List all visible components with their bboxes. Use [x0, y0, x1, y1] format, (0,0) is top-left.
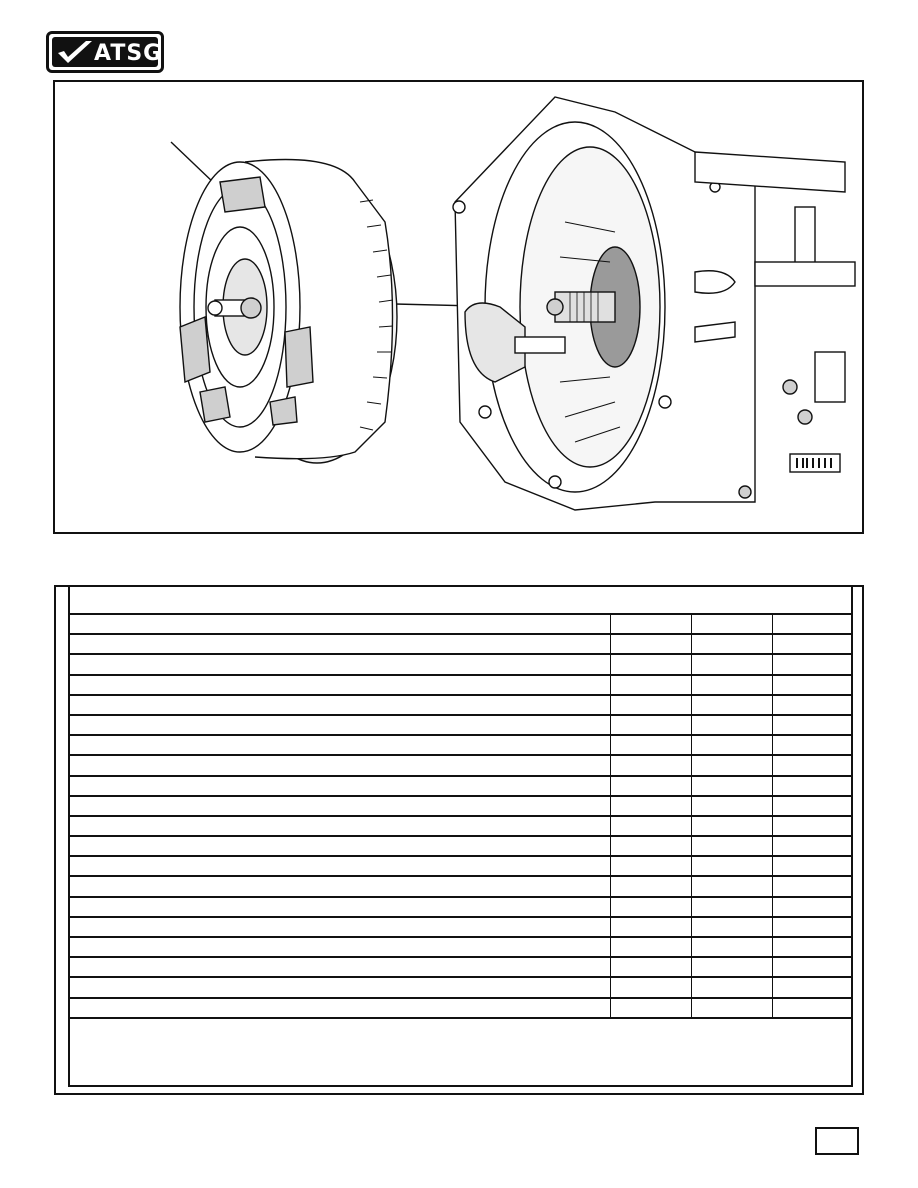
table-row	[70, 797, 851, 817]
page-number-box	[815, 1127, 859, 1155]
logo-text: ATSG	[94, 41, 163, 66]
table-body	[70, 615, 851, 1019]
table-row	[70, 676, 851, 696]
table-notes	[70, 1039, 851, 1085]
table-row	[70, 655, 851, 675]
table-row	[70, 777, 851, 797]
table-row	[70, 999, 851, 1019]
table-row	[70, 958, 851, 978]
spec-table	[68, 587, 853, 1087]
table-row	[70, 938, 851, 958]
table-row	[70, 978, 851, 998]
spec-table-frame	[54, 585, 864, 1095]
checkmark-icon	[56, 39, 96, 69]
table-row	[70, 736, 851, 756]
atsg-logo	[46, 31, 164, 73]
table-row	[70, 756, 851, 776]
table-row	[70, 918, 851, 938]
table-row	[70, 857, 851, 877]
table-title-row	[70, 587, 851, 615]
torque-converter-illustration	[55, 82, 862, 532]
table-row	[70, 898, 851, 918]
table-row	[70, 877, 851, 897]
illustration-frame	[53, 80, 864, 534]
table-row	[70, 817, 851, 837]
table-row	[70, 716, 851, 736]
table-row	[70, 696, 851, 716]
table-row	[70, 837, 851, 857]
leader-line	[171, 142, 215, 184]
logo-badge	[52, 37, 163, 67]
table-row	[70, 635, 851, 655]
table-header-row	[70, 615, 851, 635]
